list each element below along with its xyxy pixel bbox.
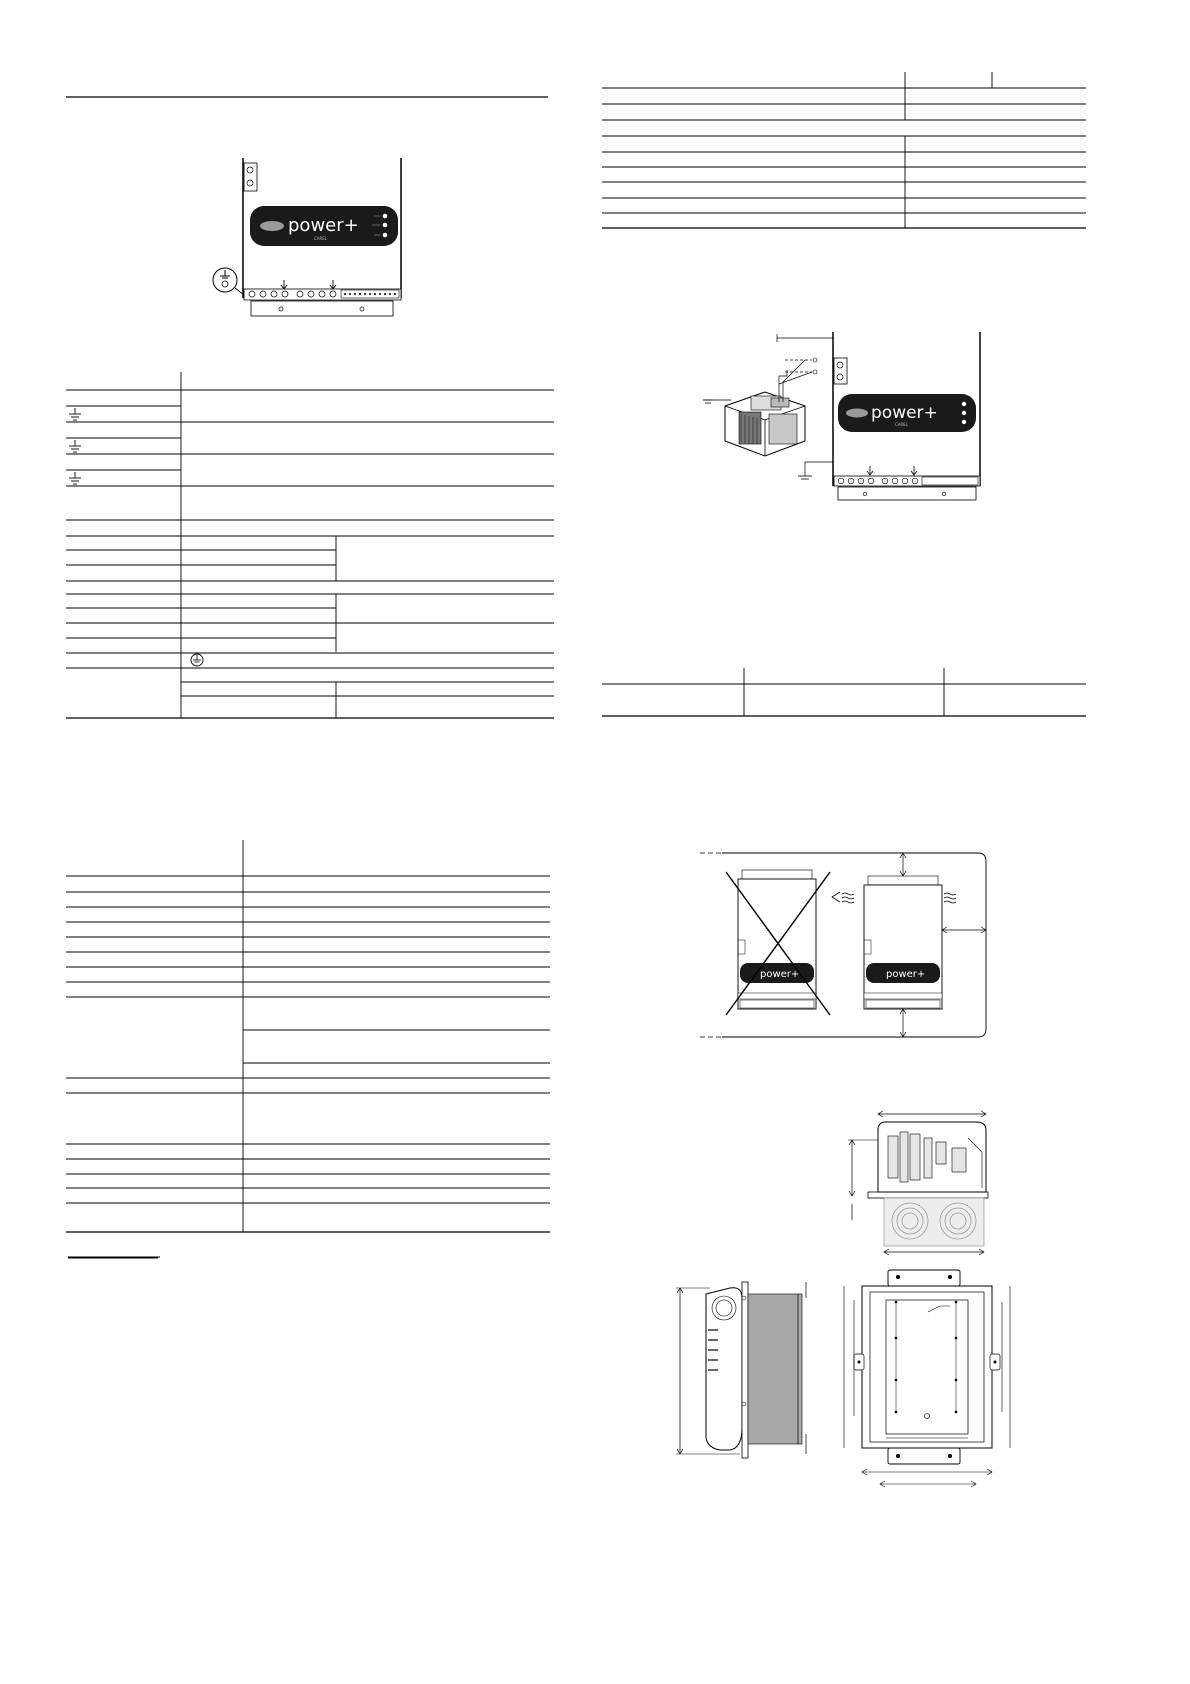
led-icon <box>383 233 388 238</box>
brand-logo: power+ <box>288 215 359 236</box>
footnote-rule <box>68 1256 160 1260</box>
brand-logo: power+ <box>760 969 800 980</box>
brand-tagline: CAREL <box>895 422 909 427</box>
transformer <box>725 392 805 456</box>
installation-clearance-diagram <box>700 850 990 1042</box>
table-right-small <box>602 668 1086 718</box>
section-rule <box>66 96 548 100</box>
drive-rear-mounting-view <box>840 1266 1020 1498</box>
table-left-bottom <box>66 840 550 1235</box>
earth-icon <box>703 400 731 403</box>
transformer-wiring-diagram <box>705 336 985 522</box>
drive-top-view <box>848 1108 1008 1258</box>
brand-logo: power+ <box>886 969 926 980</box>
earth-ring-icon <box>213 268 244 295</box>
drive-side-view <box>670 1278 810 1478</box>
earth-ring-icon <box>191 654 203 666</box>
brand-tagline: CAREL <box>314 236 328 241</box>
table-right-top <box>602 72 1086 232</box>
incorrect-mounting-unit <box>726 870 830 1015</box>
earth-icon <box>69 408 81 484</box>
down-arrow-icon <box>281 280 336 289</box>
led-icon <box>383 223 388 228</box>
drive-front-view <box>208 158 408 328</box>
correct-mounting-unit <box>864 876 942 1009</box>
brand-logo: power+ <box>871 403 938 423</box>
table-left-top <box>66 372 554 722</box>
led-icon <box>383 214 388 219</box>
